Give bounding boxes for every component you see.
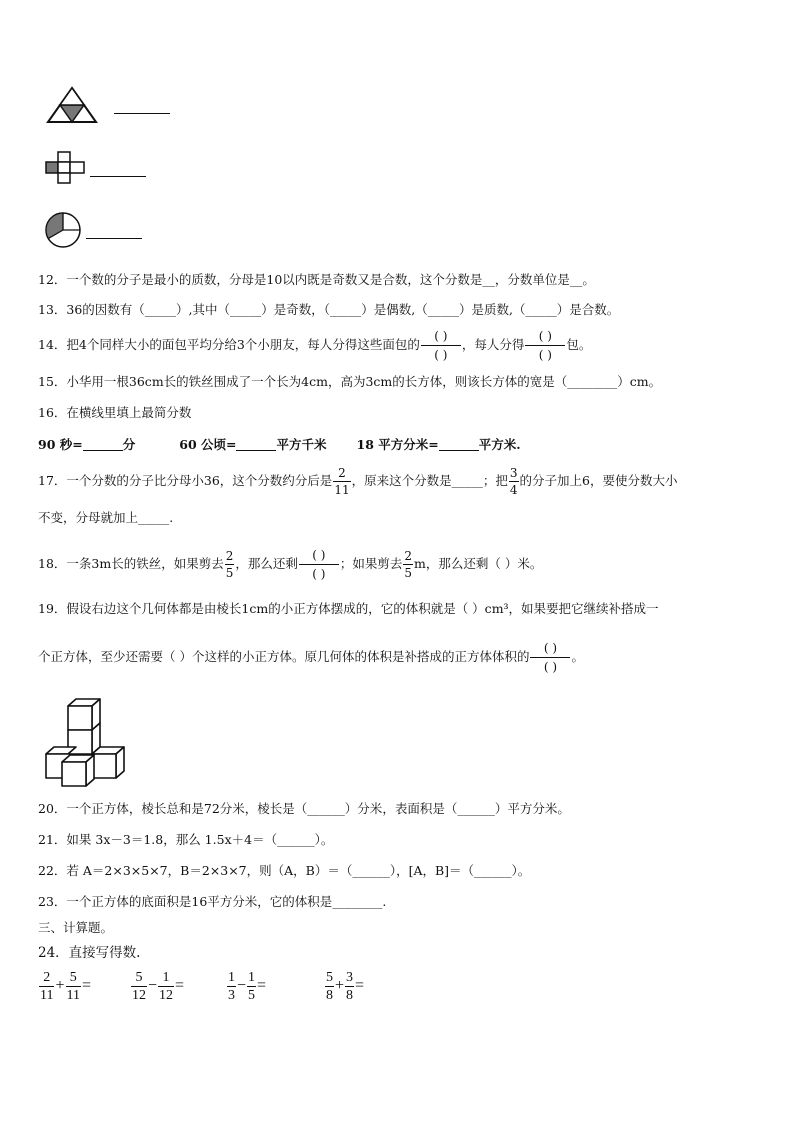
question-22: 22．若 A＝2×3×5×7，B＝2×3×7，则（A，B）＝（______），[A，B]＝（______）。: [38, 863, 531, 878]
section-3-heading: 三、计算题。: [38, 920, 114, 935]
question-16-title: 16．在横线里填上最简分数: [38, 405, 192, 420]
pie-figure: [42, 211, 84, 249]
question-21: 21．如果 3x－3＝1.8，那么 1.5x＋4＝（______）。: [38, 832, 334, 847]
question-17-line1: 17．一个分数的分子比分母小36，这个分数约分后是 $\frac{2}{11}$ ，原来这个分数是_____；把 $\frac{3}{4}$ 的分子加上6，要使分数大小: [38, 466, 678, 497]
question-13: 13．36的因数有（_____）,其中（_____）是奇数，（_____）是偶数,（_____）是质数,（_____）是合数。: [38, 302, 620, 317]
question-24: 24．直接写得数.: [38, 945, 141, 961]
question-17-line2: 不变，分母就加上_____.: [38, 510, 174, 525]
question-19-line1: 19．假设右边这个几何体都是由棱长1cm的小正方体摆成的，它的体积就是（ ）cm³，如果要把它继续补搭成一: [38, 601, 659, 616]
triangle-figure: [46, 86, 98, 124]
question-14: 14．把4个同样大小的面包平均分给3个小朋友，每人分得这些面包的 $\frac{( )}{( )}$ ，每人分得 $\frac{( )}{( )}$ 包。: [38, 329, 592, 362]
fraction: $\frac{2}{11}$: [334, 466, 350, 497]
fraction-blank: $\frac{( )}{( )}$: [530, 640, 570, 675]
question-23: 23．一个正方体的底面积是16平方分米，它的体积是________.: [38, 894, 387, 909]
fraction-blank: $\frac{( )}{( )}$: [299, 547, 339, 582]
question-20: 20．一个正方体，棱长总和是72分米，棱长是（______）分米，表面积是（______）平方分米。: [38, 801, 570, 816]
answer-line-1: [114, 113, 170, 114]
answer-line-2: [90, 176, 146, 177]
question-12: 12．一个数的分子是最小的质数，分母是10以内既是奇数又是合数，这个分数是__，分数单位是__。: [38, 272, 595, 287]
question-19-line2: 个正方体，至少还需要（ ）个这样的小正方体。原几何体的体积是补搭成的正方体体积的 $\frac{( )}{( )}$ 。: [38, 641, 584, 674]
fraction-blank: $\frac{( )}{( )}$: [421, 328, 461, 363]
fraction: $\frac{2}{5}$: [404, 549, 413, 580]
question-16-items: 90 秒= 分 60 公顷= 平方千米 18 平方分米= 平方米.: [38, 437, 521, 452]
fraction: $\frac{2}{5}$: [225, 549, 234, 580]
fraction: $\frac{3}{4}$: [509, 466, 518, 497]
cross-figure: [44, 151, 88, 185]
calc-item-3: $\frac{1}{3}$ − $\frac{1}{5}$ =: [228, 970, 267, 1003]
answer-line-3: [86, 238, 142, 239]
calc-item-4: $\frac{5}{8}$ + $\frac{3}{8}$ =: [326, 970, 365, 1003]
calc-item-1: $\frac{2}{11}$ + $\frac{5}{11}$ =: [40, 970, 92, 1003]
question-15: 15．小华用一根36cm长的铁丝围成了一个长为4cm，高为3cm的长方体，则该长方体的宽是（________）cm。: [38, 374, 662, 389]
cube-stack-figure: [40, 696, 130, 788]
fraction-blank: $\frac{( )}{( )}$: [525, 328, 565, 363]
question-18: 18．一条3m长的铁丝，如果剪去 $\frac{2}{5}$ ，那么还剩 $\frac{( )}{( )}$ ；如果剪去 $\frac{2}{5}$ m，那么还剩（ ）米。: [38, 548, 543, 581]
calc-item-2: $\frac{5}{12}$ − $\frac{1}{12}$ =: [132, 970, 185, 1003]
